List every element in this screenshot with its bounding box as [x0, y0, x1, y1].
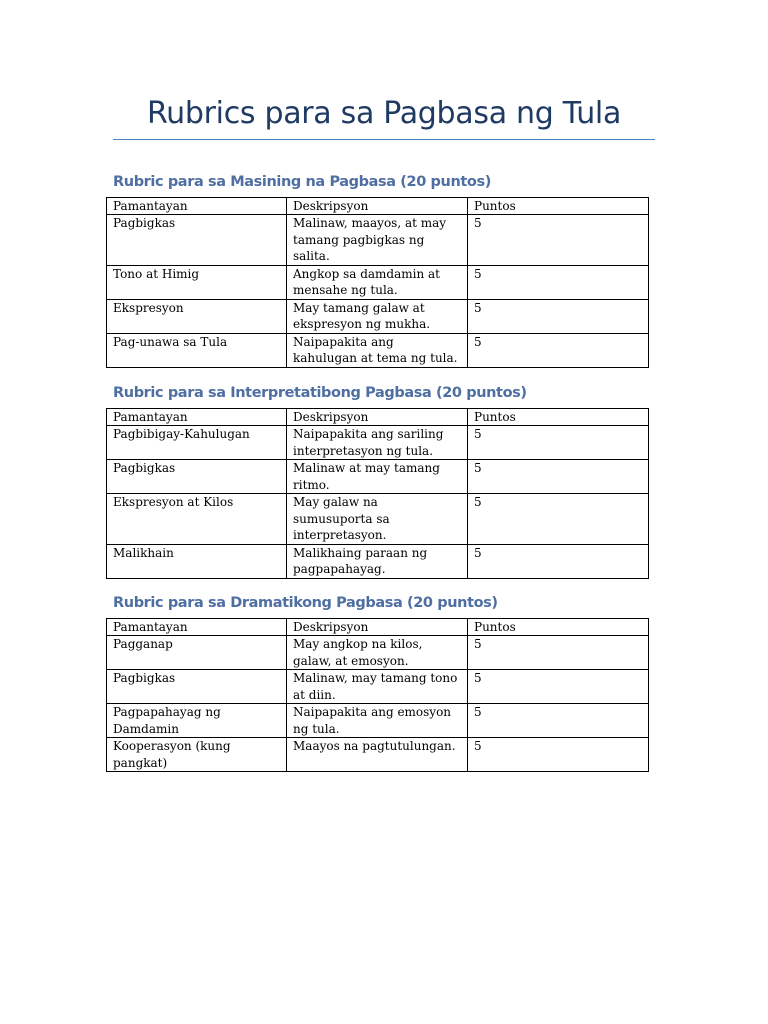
criterion-cell: Pagpapahayag ng Damdamin — [107, 704, 287, 738]
criterion-cell: Pagbigkas — [107, 460, 287, 494]
table-row — [107, 299, 649, 333]
column-header-puntos: Puntos — [468, 198, 649, 215]
criterion-cell: Pagbibigay-Kahulugan — [107, 426, 287, 460]
table-row — [107, 738, 649, 772]
criterion-cell: Kooperasyon (kung pangkat) — [107, 738, 287, 772]
column-header-puntos: Puntos — [468, 619, 649, 636]
table-row — [107, 670, 649, 704]
points-cell: 5 — [468, 704, 649, 738]
table-row — [107, 333, 649, 367]
rubric-table — [106, 618, 649, 772]
points-cell: 5 — [468, 494, 649, 545]
description-cell: Maayos na pagtutulungan. — [287, 738, 468, 772]
column-header-pamantayan: Pamantayan — [107, 409, 287, 426]
table-row — [107, 636, 649, 670]
column-header-pamantayan: Pamantayan — [107, 198, 287, 215]
points-cell: 5 — [468, 544, 649, 578]
rubric-section-interpretatibo — [106, 384, 648, 579]
table-header-row — [107, 409, 649, 426]
description-cell: May tamang galaw at ekspresyon ng mukha. — [287, 299, 468, 333]
criterion-cell: Pagbigkas — [107, 215, 287, 266]
description-cell: Malinaw, may tamang tono at diin. — [287, 670, 468, 704]
points-cell: 5 — [468, 215, 649, 266]
points-cell: 5 — [468, 299, 649, 333]
description-cell: Naipapakita ang kahulugan at tema ng tula. — [287, 333, 468, 367]
description-cell: Malinaw at may tamang ritmo. — [287, 460, 468, 494]
table-row — [107, 544, 649, 578]
description-cell: Naipapakita ang emosyon ng tula. — [287, 704, 468, 738]
points-cell: 5 — [468, 738, 649, 772]
criterion-cell: Malikhain — [107, 544, 287, 578]
points-cell: 5 — [468, 460, 649, 494]
criterion-cell: Pagganap — [107, 636, 287, 670]
points-cell: 5 — [468, 333, 649, 367]
section-heading: Rubric para sa Masining na Pagbasa (20 puntos) — [113, 174, 491, 190]
table-row — [107, 494, 649, 545]
column-header-pamantayan: Pamantayan — [107, 619, 287, 636]
section-heading: Rubric para sa Interpretatibong Pagbasa (20 puntos) — [113, 385, 527, 401]
rubric-section-dramatiko — [106, 594, 648, 772]
description-cell: Angkop sa damdamin at mensahe ng tula. — [287, 265, 468, 299]
criterion-cell: Ekspresyon — [107, 299, 287, 333]
column-header-deskripsyon: Deskripsyon — [287, 198, 468, 215]
points-cell: 5 — [468, 426, 649, 460]
table-row — [107, 426, 649, 460]
column-header-puntos: Puntos — [468, 409, 649, 426]
description-cell: May galaw na sumusuporta sa interpretasyon. — [287, 494, 468, 545]
table-row — [107, 460, 649, 494]
criterion-cell: Tono at Himig — [107, 265, 287, 299]
points-cell: 5 — [468, 636, 649, 670]
title-underline — [113, 139, 655, 140]
criterion-cell: Pag-unawa sa Tula — [107, 333, 287, 367]
table-row — [107, 265, 649, 299]
section-heading: Rubric para sa Dramatikong Pagbasa (20 puntos) — [113, 595, 498, 611]
points-cell: 5 — [468, 670, 649, 704]
rubric-table — [106, 197, 649, 368]
rubric-table — [106, 408, 649, 579]
table-header-row — [107, 198, 649, 215]
table-header-row — [107, 619, 649, 636]
rubric-section-masining — [106, 173, 648, 368]
column-header-deskripsyon: Deskripsyon — [287, 409, 468, 426]
description-cell: Malikhaing paraan ng pagpapahayag. — [287, 544, 468, 578]
description-cell: Malinaw, maayos, at may tamang pagbigkas ng salita. — [287, 215, 468, 266]
criterion-cell: Ekspresyon at Kilos — [107, 494, 287, 545]
criterion-cell: Pagbigkas — [107, 670, 287, 704]
table-row — [107, 215, 649, 266]
document-title: Rubrics para sa Pagbasa ng Tula — [146, 96, 622, 131]
description-cell: May angkop na kilos, galaw, at emosyon. — [287, 636, 468, 670]
column-header-deskripsyon: Deskripsyon — [287, 619, 468, 636]
table-row — [107, 704, 649, 738]
description-cell: Naipapakita ang sariling interpretasyon ng tula. — [287, 426, 468, 460]
points-cell: 5 — [468, 265, 649, 299]
